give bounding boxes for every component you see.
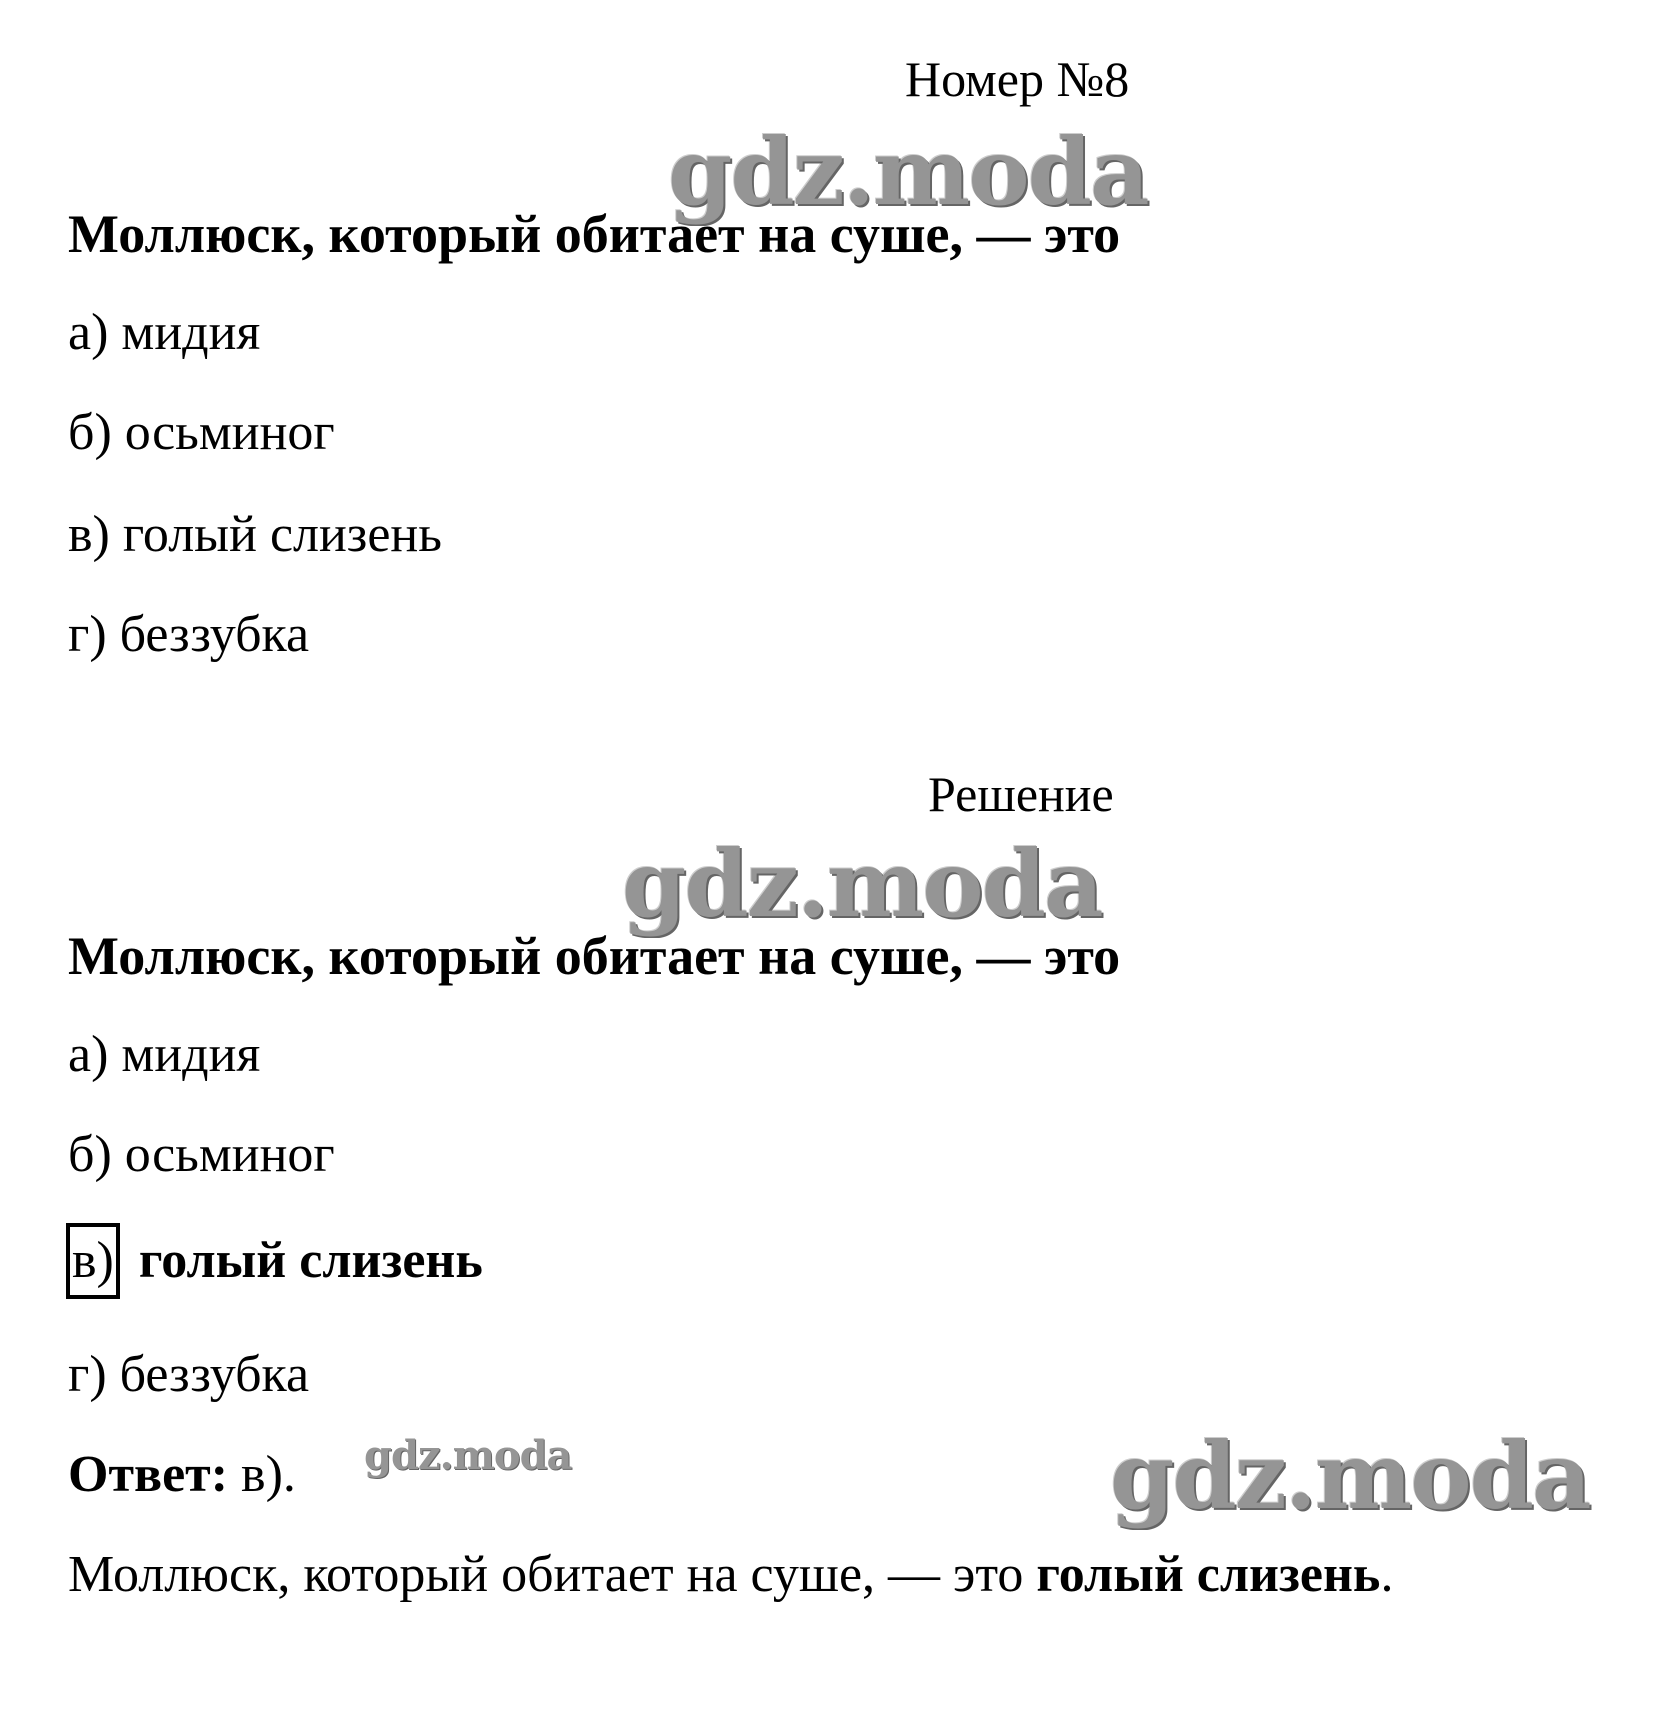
summary-suffix: . [1380, 1546, 1394, 1603]
summary-bold: голый слизень [1036, 1546, 1381, 1603]
option-text: беззубка [119, 1346, 310, 1403]
option-letter: г) [68, 1346, 107, 1403]
watermark-logo: gdz.moda [364, 1432, 572, 1479]
task-option-c [68, 505, 442, 564]
option-text: осьминог [124, 1126, 335, 1183]
answer-label: Ответ: [68, 1446, 229, 1503]
option-text: мидия [121, 1026, 261, 1083]
solution-option-b [68, 1125, 335, 1184]
summary-prefix: Моллюск, который обитает на суше, — это [68, 1546, 1024, 1603]
task-option-b [68, 403, 335, 462]
solution-question: Моллюск, который обитает на суше, — это [68, 926, 1121, 986]
option-text: голый слизень [122, 506, 442, 563]
option-text: голый слизень [138, 1232, 483, 1289]
correct-answer-box: в) [66, 1223, 120, 1299]
option-letter: г) [68, 606, 107, 663]
solution-option-a [68, 1025, 260, 1084]
option-letter: б) [68, 404, 112, 461]
option-letter: в) [68, 506, 110, 563]
task-question: Моллюск, который обитает на суше, — это [68, 204, 1121, 264]
solution-title: Решение [928, 766, 1114, 822]
task-title: Номер №8 [905, 51, 1130, 107]
solution-option-c-correct [66, 1223, 483, 1299]
answer-summary [68, 1545, 1393, 1604]
answer-line [68, 1445, 296, 1504]
option-letter: а) [68, 304, 109, 361]
watermark-logo: gdz.moda [622, 830, 1102, 938]
solution-option-d [68, 1345, 309, 1404]
option-text: осьминог [124, 404, 335, 461]
option-text: мидия [121, 304, 261, 361]
option-letter: б) [68, 1126, 112, 1183]
option-letter: а) [68, 1026, 109, 1083]
watermark-logo: gdz.moda [668, 118, 1148, 226]
task-option-d [68, 605, 309, 664]
watermark-logo: gdz.moda [1110, 1422, 1590, 1530]
option-text: беззубка [119, 606, 310, 663]
task-option-a [68, 303, 260, 362]
answer-value: в). [241, 1446, 296, 1503]
